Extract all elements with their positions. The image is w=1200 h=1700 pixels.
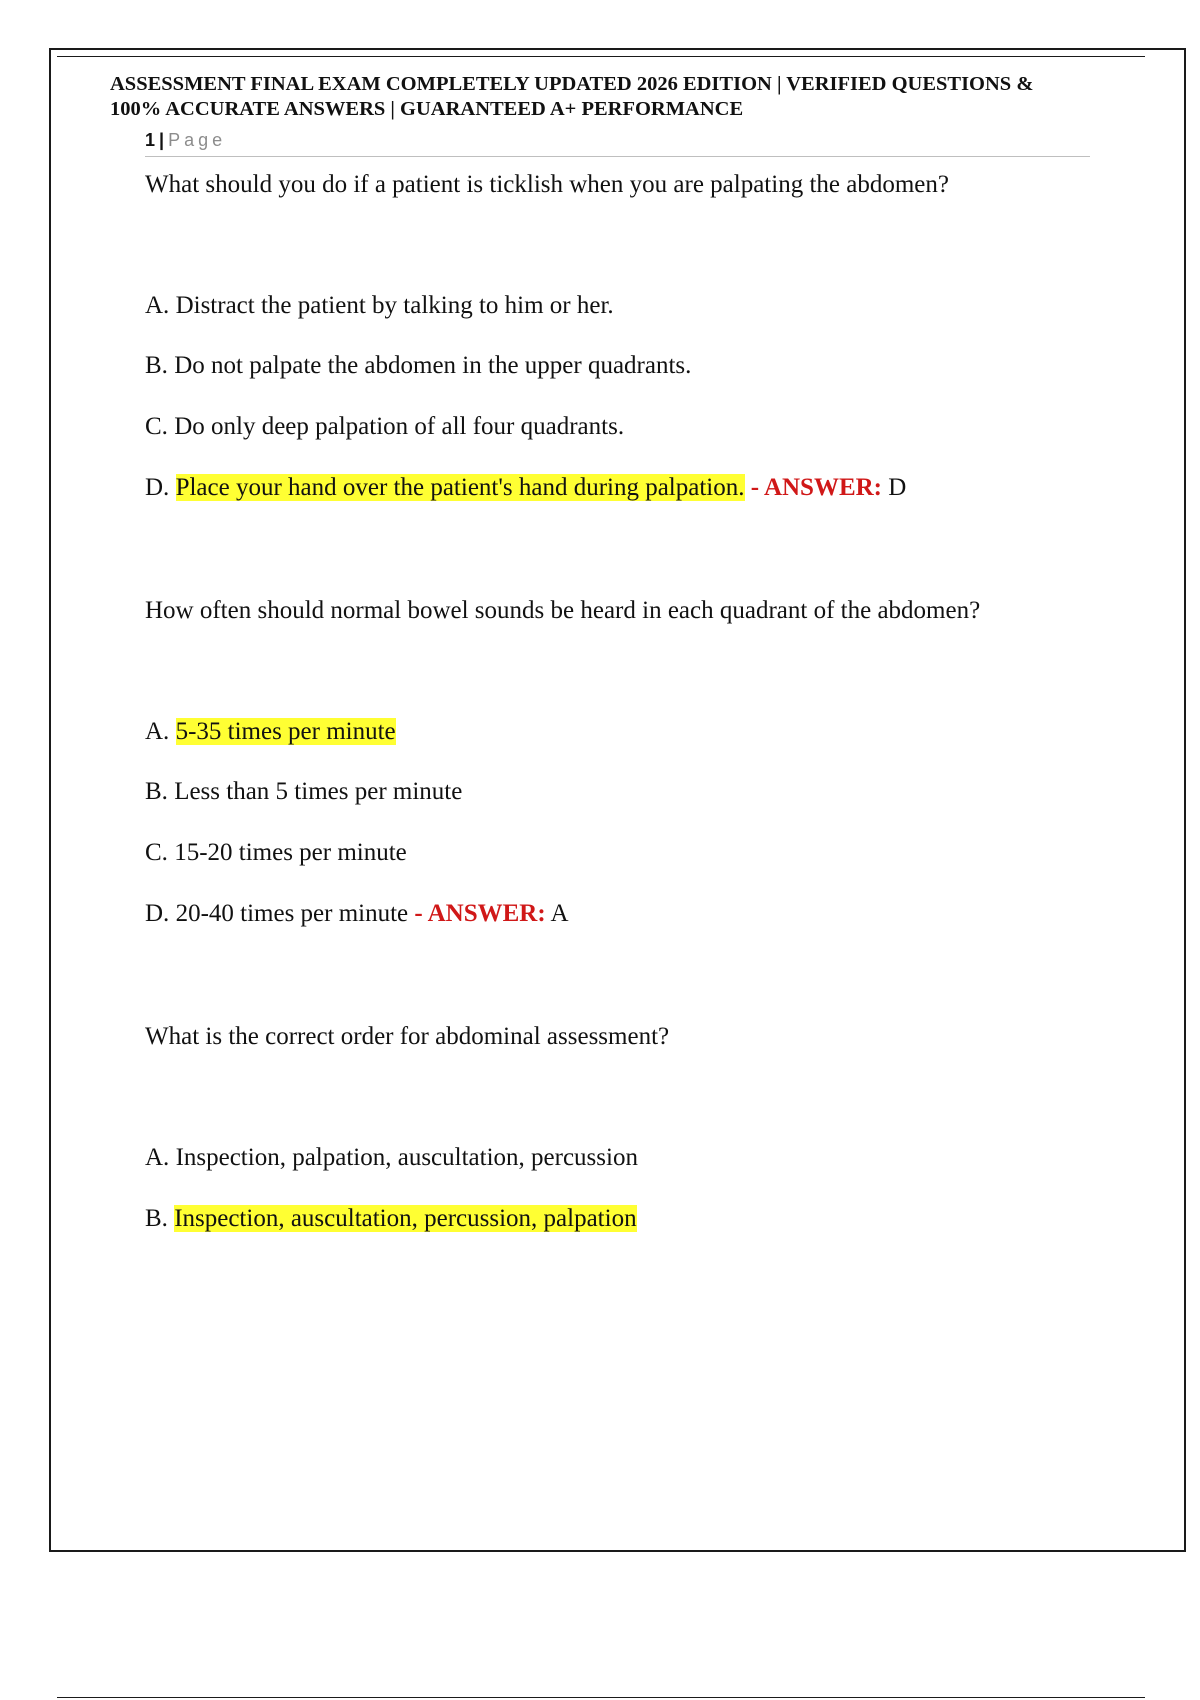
option-text: Less than 5 times per minute	[174, 778, 463, 805]
page-number-value: 1	[145, 130, 156, 150]
option-text: 15-20 times per minute	[174, 839, 407, 866]
highlighted-correct-option: 5-35 times per minute	[175, 718, 396, 745]
option-text: Do only deep palpation of all four quadrants.	[174, 413, 625, 440]
option-letter: B.	[145, 1205, 168, 1232]
highlighted-correct-option: Inspection, auscultation, percussion, palpation	[174, 1205, 637, 1232]
option-letter: B.	[145, 778, 168, 805]
option-letter: A.	[145, 292, 170, 319]
question-3-option-b	[145, 1203, 637, 1235]
option-letter: A.	[145, 1144, 170, 1171]
answer-value: A	[550, 900, 569, 927]
document-title-line-1: ASSESSMENT FINAL EXAM COMPLETELY UPDATED 2026 EDITION | VERIFIED QUESTIONS &	[110, 73, 1034, 95]
option-letter: B.	[145, 352, 168, 379]
question-2-option-c	[145, 837, 407, 869]
option-letter: A.	[145, 718, 170, 745]
question-2-text: How often should normal bowel sounds be heard in each quadrant of the abdomen?	[145, 597, 981, 624]
question-1-option-a	[145, 290, 614, 322]
header-rule	[145, 156, 1090, 157]
question-2-option-a	[145, 716, 396, 748]
question-1-option-c	[145, 411, 624, 443]
answer-label: - ANSWER:	[414, 900, 546, 927]
question-2-option-d	[145, 898, 569, 930]
option-letter: C.	[145, 413, 168, 440]
question-3-option-a	[145, 1142, 638, 1174]
option-letter: D.	[145, 900, 170, 927]
page-number-word: Page	[168, 130, 227, 150]
option-text: Do not palpate the abdomen in the upper quadrants.	[174, 352, 692, 379]
question-1-text: What should you do if a patient is ticklish when you are palpating the abdomen?	[145, 171, 949, 198]
answer-label: - ANSWER:	[750, 474, 883, 501]
option-text: Inspection, palpation, auscultation, percussion	[175, 1144, 638, 1171]
question-3-text: What is the correct order for abdominal assessment?	[145, 1023, 670, 1050]
question-2-option-b	[145, 776, 462, 808]
highlighted-correct-option: Place your hand over the patient's hand during palpation.	[175, 474, 745, 501]
bottom-rule	[57, 1697, 1145, 1698]
question-1-option-d	[145, 472, 906, 504]
top-rule	[57, 56, 1145, 57]
document-title-line-2: 100% ACCURATE ANSWERS | GUARANTEED A+ PERFORMANCE	[110, 98, 744, 120]
option-text: 20-40 times per minute	[175, 900, 409, 927]
option-text: Distract the patient by talking to him or her.	[175, 292, 614, 319]
question-1-option-b	[145, 350, 691, 382]
option-letter: D.	[145, 474, 170, 501]
page-number	[145, 128, 226, 152]
page-number-separator: |	[159, 130, 165, 150]
document-title	[110, 72, 1140, 122]
option-letter: C.	[145, 839, 168, 866]
answer-value: D	[888, 474, 907, 501]
